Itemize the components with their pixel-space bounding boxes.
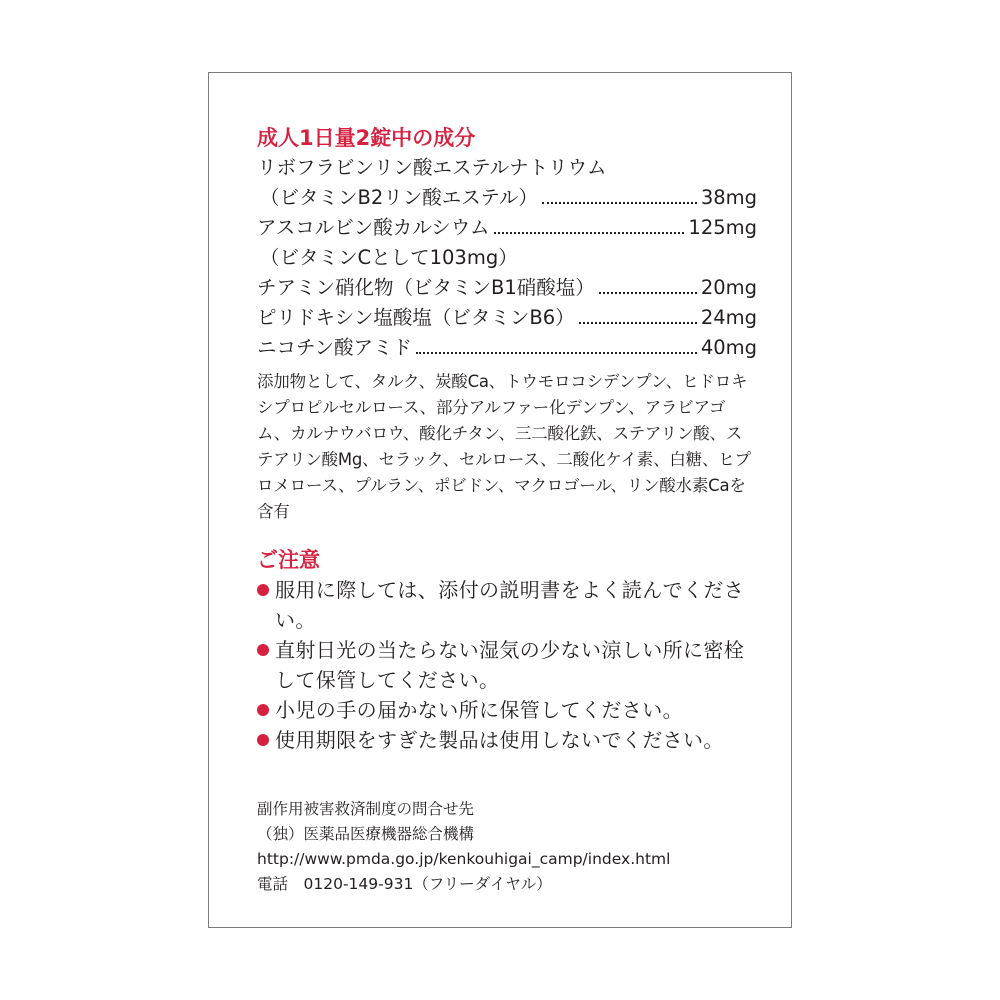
caution-text: 服用に際しては、添付の説明書をよく読んでください。 — [275, 578, 745, 632]
dot-leader — [599, 273, 697, 294]
dot-leader — [579, 303, 697, 324]
ingredient-name: ピリドキシン塩酸塩（ビタミンB6） — [257, 306, 575, 329]
contact-url[interactable]: http://www.pmda.go.jp/kenkouhigai_camp/index.html — [257, 850, 671, 868]
dot-leader — [494, 213, 685, 234]
caution-text: 使用期限をすぎた製品は使用しないでください。 — [275, 728, 724, 752]
bullet-dot-icon — [257, 704, 269, 716]
additives-text: 添加物として、タルク、炭酸Ca、トウモロコシデンプン、ヒドロキシプロピルセルロース、部分アルファー化デンプン、アラビアゴム、カルナウバロウ、酸化チタン、三二酸化鉄、ステアリン酸、ステアリン酸Mg、セラック、セルロース、二酸化ケイ素、白糖、ヒプロメロース、プルラン、ポビドン、マクロゴール、リン酸水素Caを含有 — [257, 372, 751, 521]
caution-list — [257, 575, 757, 755]
ingredient-name: チアミン硝化物（ビタミンB1硝酸塩） — [257, 276, 595, 299]
label-panel — [208, 72, 792, 928]
dot-leader — [416, 333, 697, 354]
bullet-dot-icon — [257, 734, 269, 746]
caution-text: 直射日光の当たらない湿気の少ない涼しい所に密栓して保管してください。 — [275, 638, 745, 692]
ingredient-row — [257, 213, 757, 243]
ingredient-row — [257, 333, 757, 363]
ingredient-name: （ビタミンCとして103mg） — [260, 246, 518, 269]
caution-item — [257, 725, 757, 755]
contact-title: 副作用被害救済制度の問合せ先 — [257, 800, 475, 818]
ingredient-name: ニコチン酸アミド — [257, 336, 413, 359]
bullet-dot-icon — [257, 644, 269, 656]
ingredient-dose: 24mg — [700, 306, 757, 329]
ingredient-row — [257, 183, 757, 213]
caution-item — [257, 695, 757, 725]
ingredient-row — [257, 273, 757, 303]
ingredients-list — [257, 153, 757, 363]
caution-text: 小児の手の届かない所に保管してください。 — [275, 698, 683, 722]
caution-heading: ご注意 — [257, 548, 320, 572]
ingredient-name: リボフラビンリン酸エステルナトリウム — [257, 156, 607, 179]
ingredient-dose: 20mg — [700, 276, 757, 299]
label-content — [257, 123, 757, 897]
ingredient-name: （ビタミンB2リン酸エステル） — [260, 186, 538, 209]
contact-phone: 電話 0120-149-931（フリーダイヤル） — [257, 875, 552, 893]
ingredient-row — [257, 303, 757, 333]
ingredient-dose: 38mg — [700, 186, 757, 209]
ingredient-row — [257, 243, 757, 273]
caution-item — [257, 635, 757, 695]
caution-item — [257, 575, 757, 635]
ingredient-row — [257, 153, 757, 183]
ingredients-heading: 成人1日量2錠中の成分 — [257, 126, 476, 150]
ingredient-dose: 40mg — [700, 336, 757, 359]
dot-leader — [542, 183, 697, 204]
contact-block — [257, 797, 757, 897]
ingredient-dose: 125mg — [688, 216, 757, 239]
bullet-dot-icon — [257, 584, 269, 596]
contact-organization: （独）医薬品医療機器総合機構 — [257, 825, 475, 843]
ingredient-name: アスコルビン酸カルシウム — [257, 216, 490, 239]
